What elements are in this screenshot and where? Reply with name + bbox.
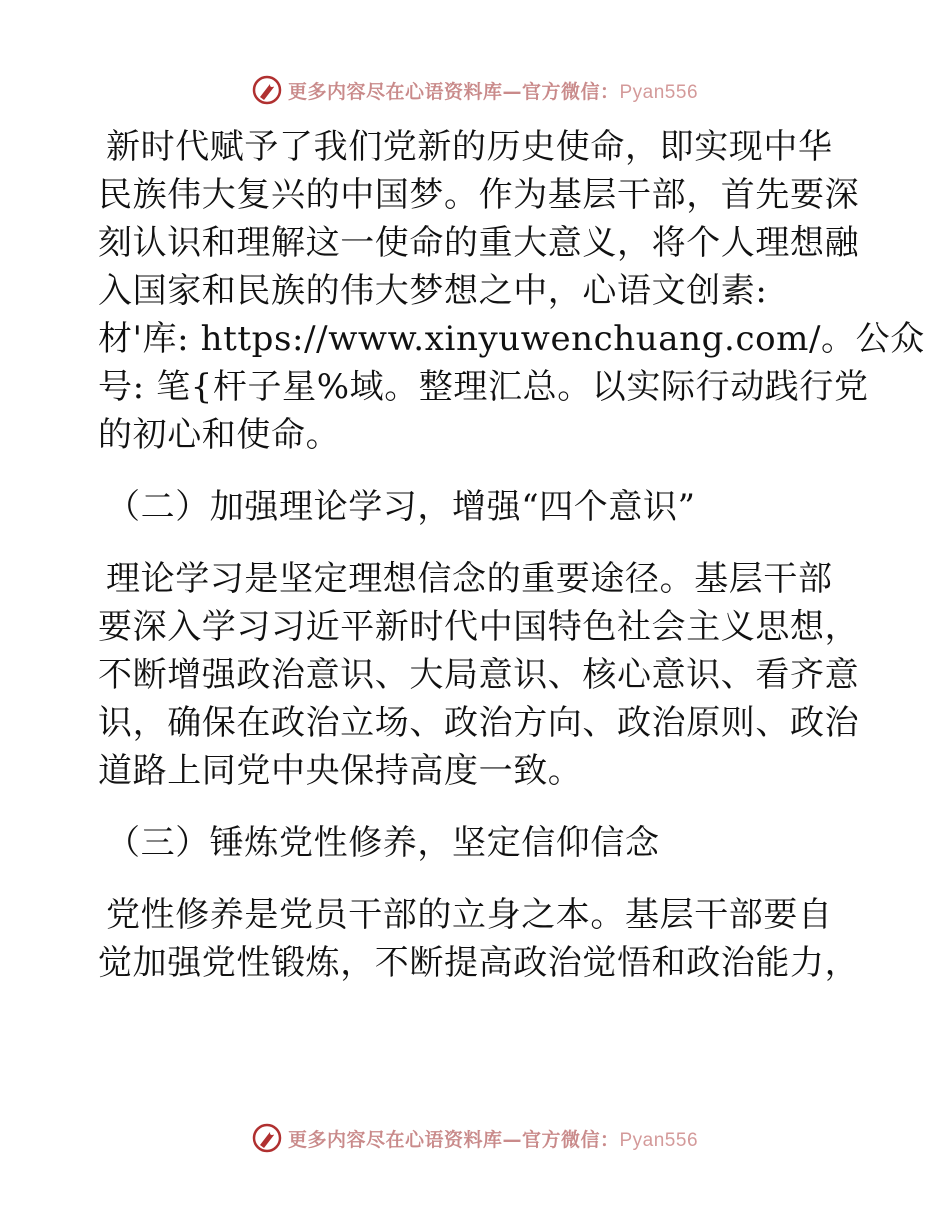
pen-nib-logo-icon [252,75,282,105]
paragraph-line: 的初心和使命。 [98,415,341,455]
watermark-handle: Pyan556 [619,81,699,103]
section-heading-3: （三）锤炼党性修养，坚定信仰信念 [106,823,660,863]
paragraph-line: 道路上同党中央保持高度一致。 [98,751,583,791]
paragraph-line: 刻认识和理解这一使命的重大意义，将个人理想融 [98,223,860,263]
section-heading-2: （二）加强理论学习，增强“四个意识” [106,487,696,527]
watermark-footer [0,1118,950,1158]
paragraph-line: 不断增强政治意识、大局意识、核心意识、看齐意 [98,655,860,695]
paragraph-line: 党性修养是党员干部的立身之本。基层干部要自 [106,895,833,935]
paragraph-2 [98,555,858,795]
paragraph-3 [98,891,858,987]
paragraph-line: 识，确保在政治立场、政治方向、政治原则、政治 [98,703,860,743]
paragraph-line: 新时代赋予了我们党新的历史使命，即实现中华 [106,127,833,167]
watermark-handle: Pyan556 [619,1129,699,1151]
watermark-text [288,1125,698,1152]
document-body [98,123,925,987]
paragraph-line: 理论学习是坚定理想信念的重要途径。基层干部 [106,559,833,599]
paragraph-line: 要深入学习习近平新时代中国特色社会主义思想， [98,607,860,647]
paragraph-line: 材'库: https://www.xinyuwenchuang.com/。公众 [98,319,925,359]
paragraph-line: 入国家和民族的伟大梦想之中，心语文创素: [98,271,768,311]
pen-nib-logo-icon [252,1123,282,1153]
paragraph-1 [98,123,925,459]
paragraph-line: 民族伟大复兴的中国梦。作为基层干部，首先要深 [98,175,860,215]
watermark-header [0,70,950,110]
watermark-label: 更多内容尽在心语资料库—官方微信： [287,80,620,103]
paragraph-line: 号: 笔{杆子星%域。整理汇总。以实际行动践行党 [98,367,869,407]
paragraph-line: 觉加强党性锻炼，不断提高政治觉悟和政治能力， [98,943,860,983]
watermark-label: 更多内容尽在心语资料库—官方微信： [287,1128,620,1151]
watermark-text [288,77,698,104]
